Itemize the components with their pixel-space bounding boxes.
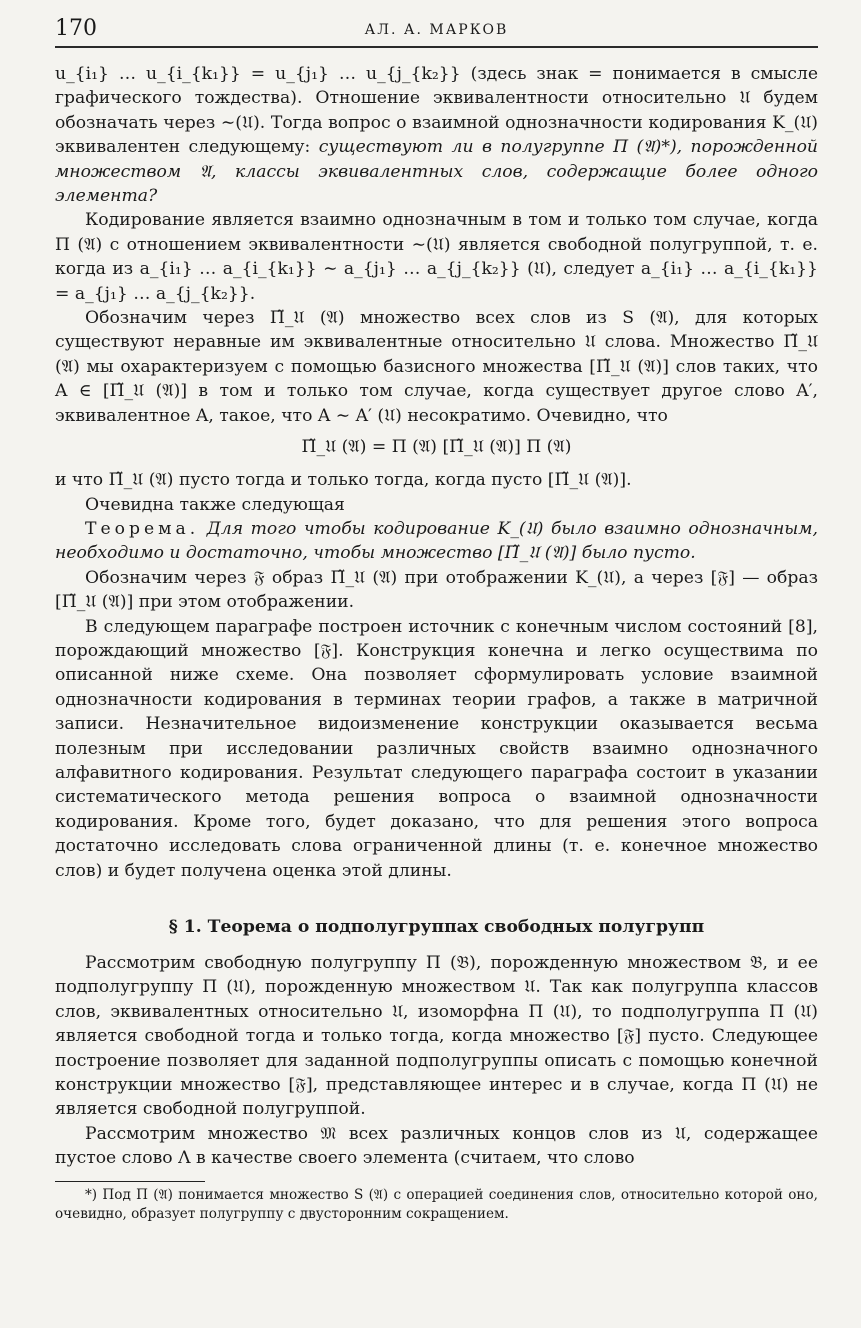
section-title: § 1. Теорема о подполугруппах свободных полугрупп — [168, 917, 705, 937]
paragraph-7: В следующем параграфе построен источник с конечным числом состояний [8], порождающий множество [𝔉]. Конструкция конечна и легко осуществима по описанной ниже схеме. Она позволяет сформулировать условие взаимной однозначности кодирования в терминах теории графов, а также в матричной записи. Незначительное видоизменение конструкции оказывается весьма полезным при исследовании различных свойств взаимно однозначного алфавитного кодирования. Результат следующего параграфа состоит в указании систематического метода решения вопроса о взаимной однозначности кодирования. Кроме того, будет доказано, что для решения этого вопроса достаточно исследовать слова ограниченной длины (т. е. конечное множество слов) и будет получена оценка этой длины. — [55, 616, 818, 881]
page-number: 170 — [55, 16, 97, 41]
paragraph-5: Очевидна также следующая — [85, 494, 345, 515]
paragraph-2: Кодирование является взаимно однозначным в том и только том случае, когда Π (𝔄) с отношением эквивалентности ∼(𝔘) является свободной полугруппой, т. е. когда из a_{i₁} … a_{i_{k₁}} ∼ a_{j₁} … a_{j_{k₂}} (𝔘), следует a_{i₁} … a_{i_{k₁}} = a_{j₁} … a_{j_{k₂}}. — [55, 210, 818, 304]
theorem-text: Для того чтобы кодирование K_(𝔘) было взаимно однозначным, необходимо и достаточно, чтобы множество [Π̃_𝔘 (𝔄)] было пусто. — [55, 518, 818, 564]
paragraph-1 — [55, 62, 818, 208]
footnote-rule — [55, 1181, 205, 1182]
theorem-label: Теорема. — [85, 518, 200, 539]
paragraph-1-italic: существуют ли в полугруппе Π (𝔄)*), порожденной множеством 𝔄, классы эквивалентных слов, содержащие более одного элемента? — [55, 137, 818, 207]
theorem — [55, 517, 818, 566]
paragraph-6: Обозначим через 𝔉 образ Π̃_𝔘 (𝔄) при отображении K_(𝔘), а через [𝔉] — образ [Π̃_𝔘 (𝔄)] при этом отображении. — [55, 567, 818, 613]
display-formula: Π̃_𝔘 (𝔄) = Π (𝔄) [Π̃_𝔘 (𝔄)] Π (𝔄) — [301, 437, 572, 458]
paragraph-1-text: u_{i₁} … u_{i_{k₁}} = u_{j₁} … u_{j_{k₂}} (здесь знак = понимается в смысле графического тождества). Отношение эквивалентности относительно 𝔘 будем обозначать через ∼(𝔘). Тогда вопрос о взаимной однозначности кодирования K_(𝔘) эквивалентен следующему: — [55, 64, 818, 158]
paragraph-4: и что Π̃_𝔘 (𝔄) пусто тогда и только тогда, когда пусто [Π̃_𝔘 (𝔄)]. — [55, 470, 632, 491]
paragraph-3: Обозначим через Π̃_𝔘 (𝔄) множество всех слов из S (𝔄), для которых существуют неравные им эквивалентные относительно 𝔘 слова. Множество Π̃_𝔘 (𝔄) мы охарактеризуем с помощью базисного множества [Π̃_𝔘 (𝔄)] слов таких, что A ∈ [Π̃_𝔘 (𝔄)] в том и только том случае, когда существует другое слово A′, эквивалентное A, такое, что A ∼ A′ (𝔘) несократимо. Очевидно, что — [55, 308, 818, 426]
page — [55, 14, 818, 1224]
paragraph-9: Рассмотрим множество 𝔐 всех различных концов слов из 𝔘, содержащее пустое слово Λ в качестве своего элемента (считаем, что слово — [55, 1123, 818, 1169]
paragraph-8: Рассмотрим свободную полугруппу Π (𝔅), порожденную множеством 𝔅, и ее подполугруппу Π (𝔘), порожденную множеством 𝔘. Так как полугруппа классов слов, эквивалентных относительно 𝔘, изоморфна Π (𝔘), то подполугруппа Π (𝔘) является свободной тогда и только тогда, когда множество [𝔉] пусто. Следующее построение позволяет для заданной подполугруппы описать с помощью конечной конструкции множество [𝔉], представляющее интерес и в случае, когда Π (𝔘) не является свободной полугруппой. — [55, 953, 818, 1120]
footnote: *) Под Π (𝔄) понимается множество S (𝔄) с операцией соединения слов, относительно которой оно, очевидно, образует полугруппу с двусторонним сокращением. — [55, 1186, 818, 1222]
running-head: АЛ. А. МАРКОВ — [364, 22, 509, 38]
page-body — [55, 62, 818, 1224]
page-header — [55, 14, 818, 48]
